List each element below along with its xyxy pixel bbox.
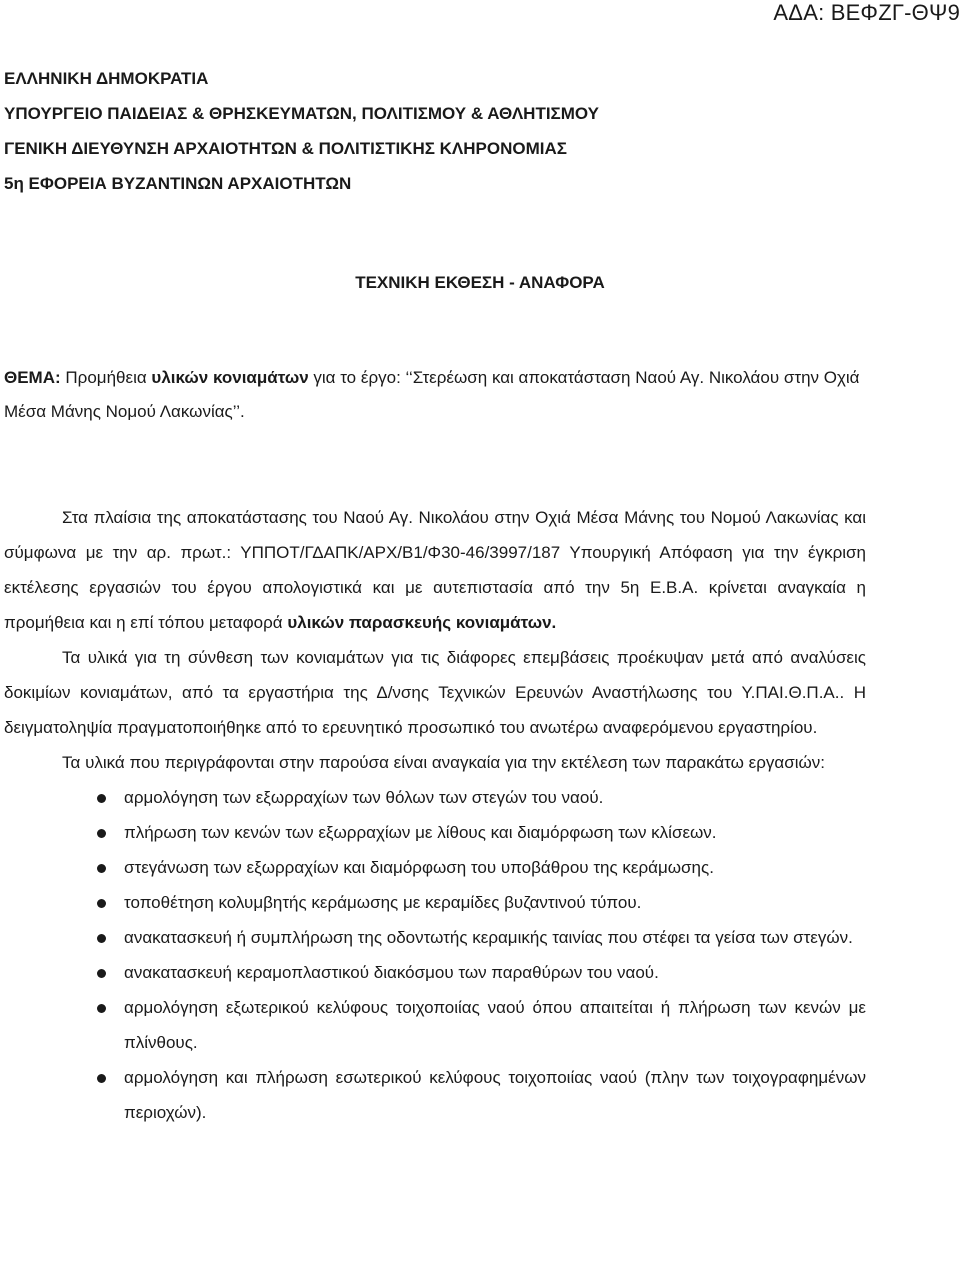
- paragraph-works-intro: Τα υλικά που περιγράφονται στην παρούσα είναι αναγκαία για την εκτέλεση των παρακάτω εργασιών:: [62, 753, 825, 772]
- header-line: ΓΕΝΙΚΗ ΔΙΕΥΘΥΝΣΗ ΑΡΧΑΙΟΤΗΤΩΝ & ΠΟΛΙΤΙΣΤΙΚΗΣ ΚΛΗΡΟΝΟΜΙΑΣ: [4, 139, 567, 158]
- subject-bold-text: υλικών κονιαμάτων: [151, 368, 309, 387]
- list-item: [4, 885, 866, 920]
- list-item: [4, 815, 866, 850]
- bullet-icon: [97, 864, 106, 873]
- header-line: ΥΠΟΥΡΓΕΙΟ ΠΑΙΔΕΙΑΣ & ΘΡΗΣΚΕΥΜΑΤΩΝ, ΠΟΛΙΤΙΣΜΟΥ & ΑΘΛΗΤΙΣΜΟΥ: [4, 104, 599, 123]
- document-title: ΤΕΧΝΙΚΗ ΕΚΘΕΣΗ - ΑΝΑΦΟΡΑ: [355, 273, 605, 292]
- list-item: [4, 850, 866, 885]
- list-item: [4, 920, 866, 955]
- paragraph-bold-text: υλικών παρασκευής κονιαμάτων.: [287, 613, 557, 632]
- list-item: [4, 955, 866, 990]
- bullet-icon: [97, 829, 106, 838]
- list-item-text: ανακατασκευή ή συμπλήρωση της οδοντωτής κεραμικής ταινίας που στέφει τα γείσα των στεγών.: [124, 928, 853, 947]
- list-item-text: στεγάνωση των εξωρραχίων και διαμόρφωση του υποβάθρου της κεράμωσης.: [124, 858, 714, 877]
- bullet-icon: [97, 794, 106, 803]
- bullet-icon: [97, 899, 106, 908]
- paragraph-text: Στα πλαίσια της αποκατάστασης του Ναού Αγ. Νικολάου στην Οχιά Μέσα Μάνης του Νομού Λακωνίας και σύμφωνα με την αρ. πρωτ.: ΥΠΠΟΤ/ΓΔΑΠΚ/ΑΡΧ/Β1/Φ30-46/3997/187 Υπουργική Απόφαση για την έγκριση εκτέλεσης εργασιών του έργου απολογιστικά και με αυτεπιστασία από την 5η Ε.Β.Α. κρίνεται αναγκαία η προμήθεια και η επί τόπου μεταφορά: [4, 508, 866, 632]
- bullet-icon: [97, 969, 106, 978]
- list-item-text: αρμολόγηση εξωτερικού κελύφους τοιχοποιίας ναού όπου απαιτείται ή πλήρωση των κενών με πλίνθους.: [124, 998, 866, 1052]
- ada-code: ΑΔΑ: ΒΕΦΖΓ-ΘΨ9: [773, 0, 960, 25]
- paragraph-context: [4, 500, 866, 640]
- list-item-text: ανακατασκευή κεραμοπλαστικού διακόσμου των παραθύρων του ναού.: [124, 963, 659, 982]
- header-line: ΕΛΛΗΝΙΚΗ ΔΗΜΟΚΡΑΤΙΑ: [4, 69, 209, 88]
- list-item-text: τοποθέτηση κολυμβητής κεράμωσης με κεραμίδες βυζαντινού τύπου.: [124, 893, 642, 912]
- subject-text: Προμήθεια: [60, 368, 152, 387]
- list-item-text: αρμολόγηση και πλήρωση εσωτερικού κελύφους τοιχοποιίας ναού (πλην των τοιχογραφημένων περιοχών).: [124, 1068, 866, 1122]
- paragraph-materials: Τα υλικά για τη σύνθεση των κονιαμάτων για τις διάφορες επεμβάσεις προέκυψαν μετά από αναλύσεις δοκιμίων κονιαμάτων, από τα εργαστήρια της Δ/νσης Τεχνικών Ερευνών Αναστήλωσης του Υ.ΠΑΙ.Θ.Π.Α.. Η δειγματοληψία πραγματοποιήθηκε από το ερευνητικό προσωπικό του ανωτέρω αναφερόμενου εργαστηρίου.: [4, 648, 866, 737]
- bullet-icon: [97, 1074, 106, 1083]
- bullet-icon: [97, 1004, 106, 1013]
- list-item: [4, 990, 866, 1060]
- document-body: [4, 500, 866, 1130]
- list-item: [4, 1060, 866, 1130]
- list-item-text: αρμολόγηση των εξωρραχίων των θόλων των στεγών του ναού.: [124, 788, 604, 807]
- document-header: [4, 61, 599, 201]
- subject-paragraph: [4, 361, 866, 429]
- works-list: [4, 780, 866, 1130]
- list-item-text: πλήρωση των κενών των εξωρραχίων με λίθους και διαμόρφωση των κλίσεων.: [124, 823, 717, 842]
- subject-label: ΘΕΜΑ:: [4, 368, 61, 387]
- bullet-icon: [97, 934, 106, 943]
- subject-text: για το έργο: ‘‘Στερέωση και αποκατάσταση Ναού Αγ. Νικολάου στην Οχιά Μέσα Μάνης Νομού Λακωνίας’’.: [4, 368, 860, 421]
- header-line: 5η ΕΦΟΡΕΙΑ ΒΥΖΑΝΤΙΝΩΝ ΑΡΧΑΙΟΤΗΤΩΝ: [4, 174, 352, 193]
- list-item: [4, 780, 866, 815]
